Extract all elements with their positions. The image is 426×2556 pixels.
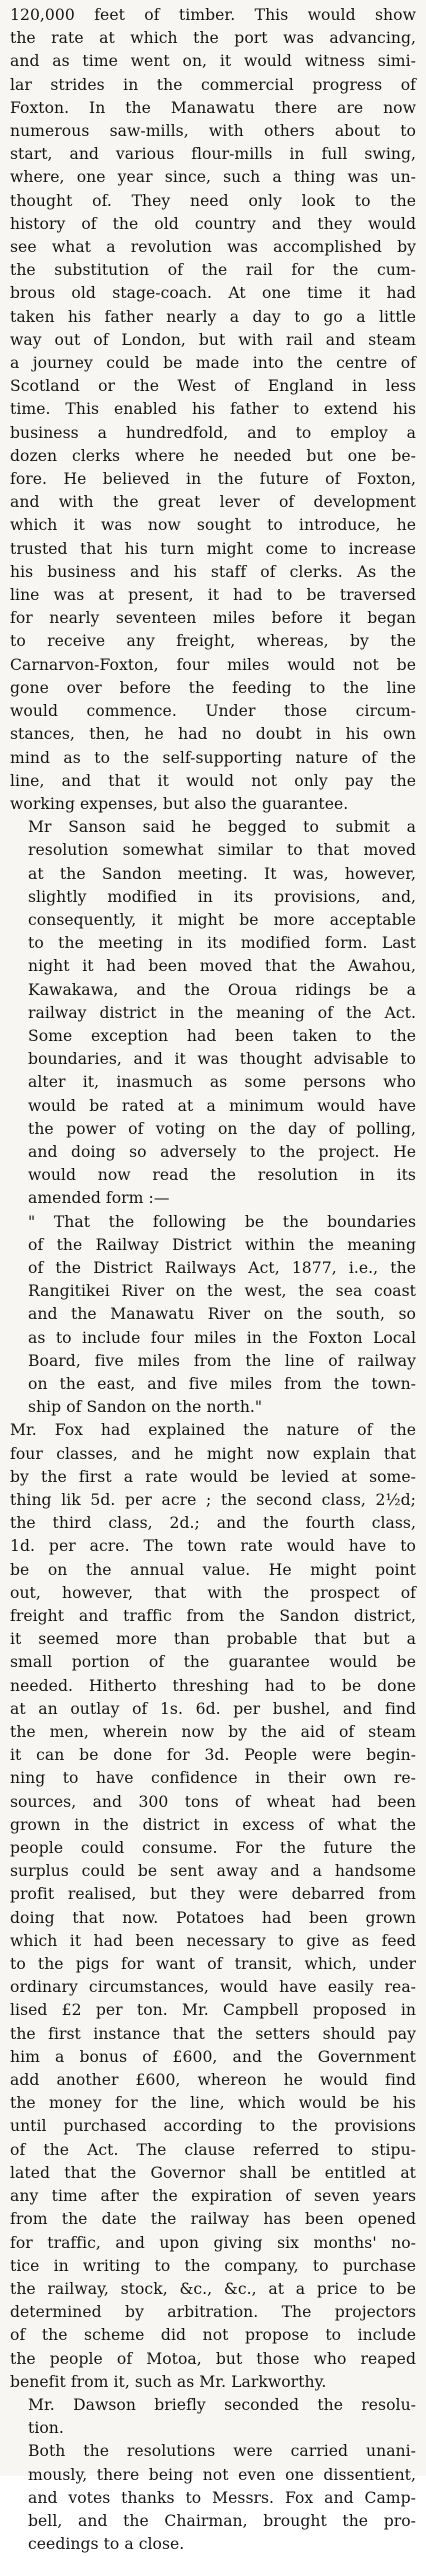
text-line: Mr. Dawson briefly seconded the resolu- [28, 2395, 416, 2414]
text-line: needed. Hitherto threshing had to be done [10, 1676, 416, 1695]
text-line: stances, then, he had no doubt in his own [10, 725, 416, 744]
text-line: out, however, that with the prospect of [10, 1583, 416, 1602]
text-line: amended form :— [28, 1189, 170, 1208]
text-line: on the east, and five miles from the town- [28, 1374, 416, 1393]
article-paragraph-dawson [10, 2394, 416, 2440]
text-line: the rate at which the port was advancing, [10, 29, 416, 48]
text-line: Mr Sanson said he begged to submit a [28, 818, 416, 837]
text-line: ning to have confidence in their own re- [10, 1769, 416, 1788]
text-line: of the scheme did not propose to include [10, 2326, 416, 2345]
text-line: doing that now. Potatoes had been grown [10, 1908, 416, 1927]
text-line: tion. [28, 2419, 64, 2438]
text-line: thought of. They need only look to the [10, 191, 416, 210]
article-paragraph [10, 4, 416, 816]
text-line: bell, and the Chairman, brought the pro- [28, 2511, 416, 2530]
text-line: small portion of the guarantee would be [10, 1653, 416, 1672]
text-line: profit realised, but they were debarred from [10, 1885, 416, 1904]
text-line: of the District Railways Act, 1877, i.e., the [28, 1258, 416, 1277]
text-line: Some exception had been taken to the [28, 1026, 416, 1045]
text-line: sources, and 300 tons of wheat had been [10, 1792, 416, 1811]
text-line: line was at present, it had to be traversed [10, 586, 416, 605]
text-line: and with the great lever of development [10, 493, 416, 512]
text-line: Both the resolutions were carried unani- [28, 2442, 416, 2461]
text-line: way out of London, but with rail and steam [10, 330, 416, 349]
text-line: fore. He believed in the future of Foxton, [10, 470, 416, 489]
text-line: taken his father nearly a day to go a little [10, 307, 416, 326]
text-line: for nearly seventeen miles before it began [10, 609, 416, 628]
text-line: would now read the resolution in its [28, 1166, 416, 1185]
text-line: the substitution of the rail for the cum- [10, 261, 416, 280]
text-line: to receive any freight, whereas, by the [10, 632, 416, 651]
text-line: at an outlay of 1s. 6d. per bushel, and find [10, 1699, 416, 1718]
text-line: night it had been moved that the Awahou, [28, 957, 416, 976]
text-line: brous old stage-coach. At one time it had [10, 284, 416, 303]
text-line: for traffic, and upon giving six months' no- [10, 2233, 416, 2252]
text-line: and the Manawatu River on the south, so [28, 1305, 416, 1324]
text-line: the men, wherein now by the aid of steam [10, 1723, 416, 1742]
text-line: mind as to the self-supporting nature of the [10, 748, 416, 767]
text-line: dozen clerks where he needed but one be- [10, 446, 416, 465]
text-line: Rangitikei River on the west, the sea coast [28, 1282, 416, 1301]
text-line: determined by arbitration. The projectors [10, 2303, 416, 2322]
text-line: be on the annual value. He might point [10, 1560, 416, 1579]
text-line: the third class, 2d.; and the fourth class, [10, 1514, 416, 1533]
text-line: ceedings to a close. [28, 2535, 185, 2554]
text-line: at the Sandon meeting. It was, however, [28, 864, 416, 883]
text-line: 1d. per acre. The town rate would have to [10, 1537, 416, 1556]
text-line: Scotland or the West of England in less [10, 377, 416, 396]
text-line: where, one year since, such a thing was un- [10, 168, 416, 187]
text-line: Mr. Fox had explained the nature of the [10, 1421, 416, 1440]
text-line: history of the old country and they would [10, 214, 416, 233]
text-line: thing lik 5d. per acre ; the second class, 2½d; [10, 1491, 416, 1509]
text-line: railway district in the meaning of the Act. [28, 1003, 416, 1022]
text-line: him a bonus of £600, and the Government [10, 2047, 416, 2066]
text-line: " That the following be the boundaries [28, 1212, 416, 1231]
text-line: 120,000 feet of timber. This would show [10, 6, 416, 24]
text-line: it can be done for 3d. People were begin- [10, 1746, 416, 1765]
text-line: by the first a rate would be levied at some- [10, 1467, 416, 1486]
text-line: freight and traffic from the Sandon district, [10, 1607, 416, 1626]
text-line: and doing so adversely to the project. He [28, 1142, 416, 1161]
text-line: slightly modified in its provisions, and, [28, 887, 416, 906]
resolution-quote [10, 1211, 416, 1420]
text-line: and votes thanks to Messrs. Fox and Camp- [28, 2488, 416, 2507]
text-line: grown in the district in excess of what the [10, 1815, 416, 1834]
text-line: trusted that his turn might come to increase [10, 539, 416, 558]
text-line: of the Railway District within the meaning [28, 1235, 416, 1254]
text-line: line, and that it would not only pay the [10, 771, 416, 790]
text-line: gone over before the feeding to the line [10, 678, 416, 697]
article-paragraph-fox [10, 1419, 416, 2394]
text-line: until purchased according to the provisions [10, 2117, 416, 2136]
text-line: Board, five miles from the line of railway [28, 1351, 416, 1370]
text-line: the power of voting on the day of polling, [28, 1119, 416, 1138]
text-line: mously, there being not even one dissentient, [28, 2465, 416, 2484]
text-line: benefit from it, such as Mr. Larkworthy. [10, 2372, 327, 2391]
text-line: the railway, stock, &c., &c., at a price to be [10, 2279, 416, 2298]
text-line: any time after the expiration of seven years [10, 2187, 416, 2206]
text-line: tice in writing to the company, to purchase [10, 2256, 416, 2275]
text-line: working expenses, but also the guarantee. [10, 794, 349, 813]
text-line: the money for the line, which would be his [10, 2094, 416, 2113]
text-line: ship of Sandon on the north." [28, 1398, 263, 1417]
text-line: resolution somewhat similar to that moved [28, 841, 416, 860]
text-line: to the meeting in its modified form. Last [28, 934, 416, 953]
text-line: numerous saw-mills, with others about to [10, 122, 416, 141]
text-line: alter it, inasmuch as some persons who [28, 1073, 416, 1092]
text-line: a journey could be made into the centre of [10, 354, 416, 373]
article-paragraph-closing [10, 2440, 416, 2556]
text-line: four classes, and he might now explain that [10, 1444, 416, 1463]
text-line: Foxton. In the Manawatu there are now [10, 98, 416, 117]
text-line: lised £2 per ton. Mr. Campbell proposed in [10, 2001, 416, 2020]
text-line: and as time went on, it would witness simi- [10, 52, 416, 71]
text-line: from the date the railway has been opened [10, 2210, 416, 2229]
text-line: which it had been necessary to give as feed [10, 1931, 416, 1950]
text-line: people could consume. For the future the [10, 1839, 416, 1858]
text-line: Kawakawa, and the Oroua ridings be a [28, 980, 416, 999]
text-line: Carnarvon-Foxton, four miles would not be [10, 655, 416, 674]
text-line: the first instance that the setters should pay [10, 2024, 416, 2043]
text-line: business a hundredfold, and to employ a [10, 423, 416, 442]
text-line: would commence. Under those circum- [10, 702, 416, 721]
text-line: it seemed more than probable that but a [10, 1630, 416, 1649]
text-line: ordinary circumstances, would have easily rea- [10, 1978, 416, 1997]
text-line: his business and his staff of clerks. As the [10, 562, 416, 581]
text-line: which it was now sought to introduce, he [10, 516, 416, 535]
text-line: to the pigs for want of transit, which, under [10, 1955, 416, 1974]
text-line: see what a revolution was accomplished by [10, 238, 416, 257]
text-line: lated that the Governor shall be entitled at [10, 2163, 416, 2182]
text-line: lar strides in the commercial progress of [10, 75, 416, 94]
text-line: time. This enabled his father to extend his [10, 400, 416, 419]
text-line: of the Act. The clause referred to stipu- [10, 2140, 416, 2159]
text-line: start, and various flour-mills in full swing, [10, 145, 416, 164]
text-line: boundaries, and it was thought advisable to [28, 1050, 416, 1069]
text-line: as to include four miles in the Foxton Local [28, 1328, 416, 1347]
text-line: would be rated at a minimum would have [28, 1096, 416, 1115]
text-line: add another £600, whereon he would find [10, 2071, 416, 2090]
article-paragraph-sanson [10, 816, 416, 1210]
text-line: consequently, it might be more acceptable [28, 910, 416, 929]
text-line: surplus could be sent away and a handsome [10, 1862, 416, 1881]
text-line: the people of Motoa, but those who reaped [10, 2349, 416, 2368]
